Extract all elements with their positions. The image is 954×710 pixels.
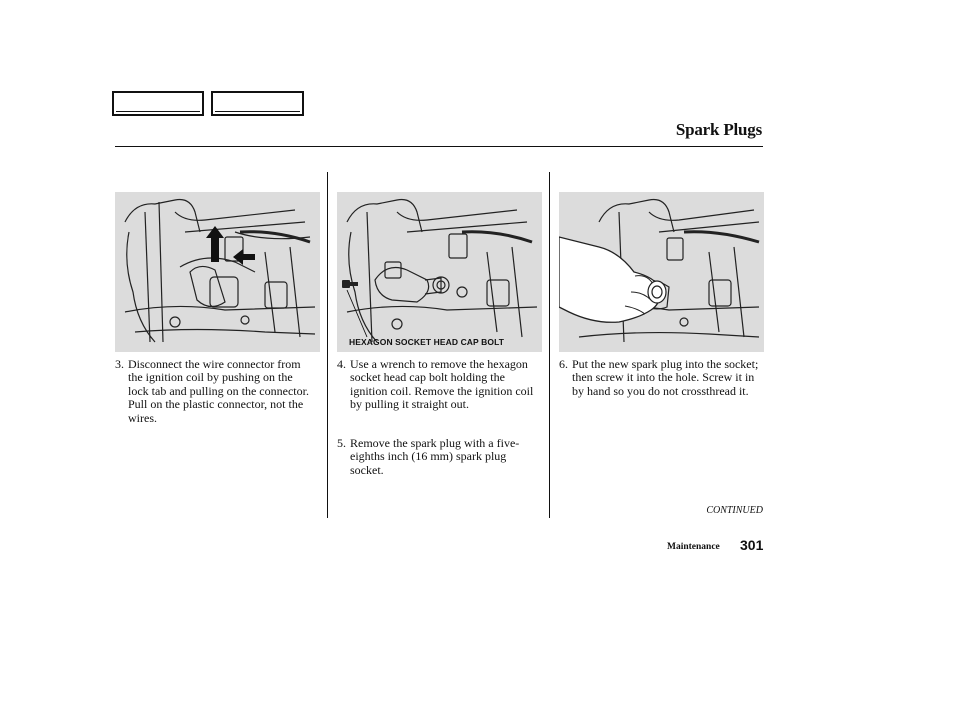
page-title: Spark Plugs	[675, 120, 762, 139]
continued-note: CONTINUED	[706, 505, 763, 516]
step-number: 3.	[115, 357, 124, 371]
hand-icon	[559, 237, 660, 322]
illustration-install-plug	[559, 192, 764, 352]
step-4	[337, 358, 537, 412]
column-divider-1	[327, 172, 328, 518]
column-divider-2	[549, 172, 550, 518]
bolt-icon	[342, 280, 358, 288]
footer-section-name: Maintenance	[667, 542, 720, 552]
step-number: 4.	[337, 357, 346, 371]
step-number: 6.	[559, 357, 568, 371]
callout-leader-line	[347, 290, 367, 337]
step-5	[337, 437, 537, 477]
engine-illustration-3	[559, 192, 764, 352]
title-divider	[115, 146, 763, 147]
nav-tab-1[interactable]	[112, 91, 204, 116]
step-6	[559, 358, 759, 398]
spark-plug-socket-icon	[648, 281, 666, 303]
illustration-disconnect-connector	[115, 192, 320, 352]
step-text: Use a wrench to remove the hexagon socket head cap bolt holding the ignition coil. Remove the ignition coil by pulling it straight out.	[350, 357, 534, 412]
nav-tab-2[interactable]	[211, 91, 304, 116]
page-number: 301	[740, 537, 764, 553]
step-text: Put the new spark plug into the socket; then screw it into the hole. Screw it in by hand so you do not crossthread it.	[572, 357, 759, 398]
engine-illustration-1	[115, 192, 320, 352]
step-text: Disconnect the wire connector from the ignition coil by pushing on the lock tab and pulling on the connector. Pull on the plastic connector, not the wires.	[128, 357, 309, 425]
engine-illustration-2	[337, 192, 542, 352]
illustration-remove-coil	[337, 192, 542, 352]
step-3	[115, 358, 315, 425]
step-number: 5.	[337, 436, 346, 450]
pull-arrow-icon	[206, 226, 224, 262]
step-text: Remove the spark plug with a five-eighths inch (16 mm) spark plug socket.	[350, 436, 520, 477]
illustration-callout-label: HEXAGON SOCKET HEAD CAP BOLT	[349, 337, 505, 347]
